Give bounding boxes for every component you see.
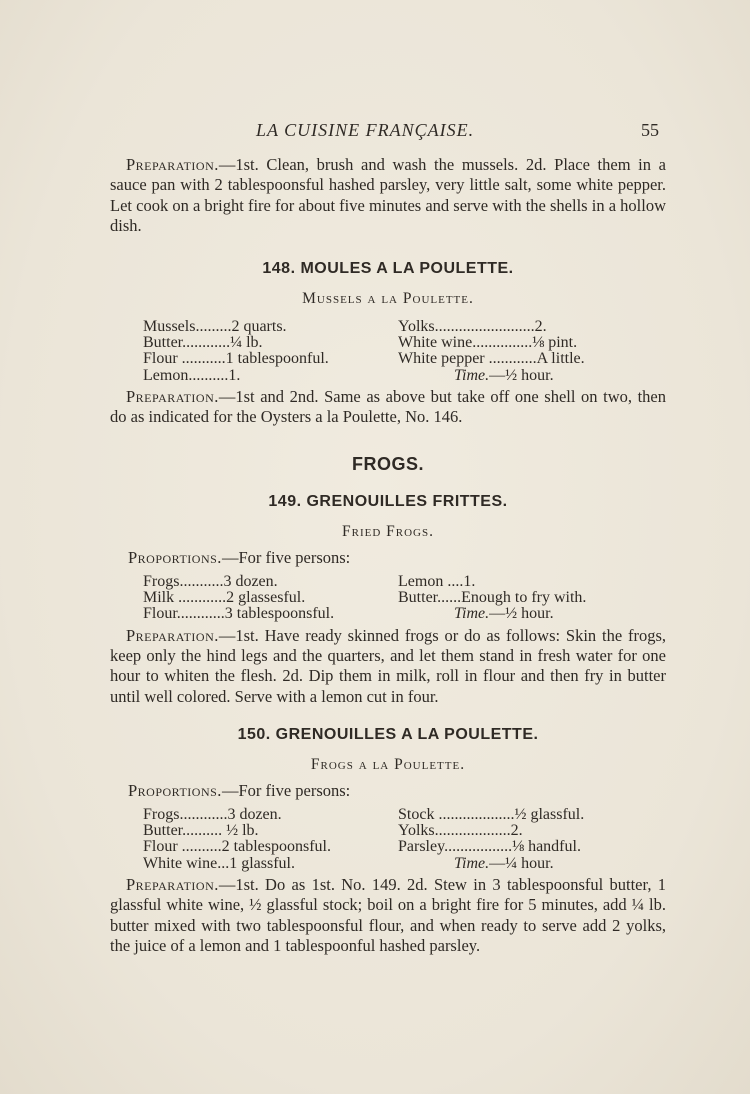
ingredient-item: Butter............¼ lb. [143, 334, 263, 352]
recipe-149-title: 149. GRENOUILLES FRITTES. [268, 492, 508, 510]
ingredient-item: White wine...1 glassful. [143, 854, 295, 872]
time-value: —½ hour. [489, 605, 554, 623]
running-title: LA CUISINE FRANÇAISE. [256, 120, 475, 140]
ingredient-item: Parsley.................⅛ handful. [398, 838, 581, 856]
recipe-150-proportions [128, 781, 666, 801]
ingredient-item: Stock ...................½ glassful. [398, 805, 585, 823]
ingredient-item: Flour............3 tablespoonsful. [143, 605, 335, 623]
preparation-label: Preparation. [126, 386, 219, 406]
ingredient-item: White pepper ............A little. [398, 350, 585, 368]
time-label: Time. [454, 366, 490, 384]
proportions-text: —For five persons: [221, 781, 351, 801]
time-value: —½ hour. [489, 366, 554, 384]
ingredient-item: Butter.......... ½ lb. [143, 822, 259, 840]
recipe-149-ingredients [143, 574, 666, 623]
ingredient-item: Yolks...................2. [398, 822, 523, 840]
recipe-149-subtitle: Fried Frogs. [342, 523, 434, 541]
recipe-148-subtitle: Mussels a la Poulette. [302, 290, 474, 308]
ingredient-item: Flour ..........2 tablespoonsful. [143, 838, 331, 856]
proportions-text: —For five persons: [221, 548, 351, 568]
cooking-time [398, 606, 658, 622]
ingredient-item: Frogs............3 dozen. [143, 805, 282, 823]
recipe-148-preparation [110, 387, 666, 428]
recipe-150-subtitle: Frogs a la Poulette. [310, 756, 466, 774]
preparation-text: —1st. Have ready skinned frogs or do as follows: Skin the frogs, keep only the hind legs and the quarters, and let them stand in fresh water for one hour to whiten the flesh. 2d. Dip them in milk, roll in flour and then fry in butter until well colored. Serve with a lemon cut in four. [110, 625, 666, 706]
preparation-label: Preparation. [126, 155, 219, 174]
preparation-text: —1st and 2nd. Same as above but take off one shell on two, then do as indicated for the Oysters a la Poulette, No. 146. [110, 386, 666, 427]
recipe-150-ingredients [143, 807, 666, 872]
recipe-149-proportions [128, 548, 666, 568]
recipe-150-title: 150. GRENOUILLES A LA POULETTE. [237, 725, 539, 743]
ingredient-item: Milk ............2 glassesful. [143, 589, 306, 607]
page-content [110, 155, 666, 956]
intro-preparation [110, 155, 666, 236]
ingredient-item: Frogs...........3 dozen. [143, 572, 278, 590]
ingredient-item: Lemon..........1. [143, 366, 241, 384]
time-value: —¼ hour. [489, 854, 554, 872]
recipe-150-preparation [110, 875, 666, 956]
ingredient-item: Flour ...........1 tablespoonful. [143, 350, 329, 368]
page-number: 55 [641, 120, 659, 140]
preparation-text: —1st. Clean, brush and wash the mussels. 2d. Place them in a sauce pan with 2 tablespoonsful hashed parsley, very little salt, some white pepper. Let cook on a bright fire for about five minutes and serve with the shells in a hollow dish. [110, 155, 666, 235]
time-label: Time. [454, 605, 490, 623]
preparation-text: —1st. Do as 1st. No. 149. 2d. Stew in 3 tablespoonsful butter, 1 glassful white wine, ½ glassful stock; boil on a bright fire for 5 minutes, add ¼ lb. butter mixed with two tablespoonsful flour, and when ready to serve add 2 yolks, the juice of a lemon and 1 tablespoonful hashed parsley. [110, 874, 666, 955]
proportions-label: Proportions. [128, 548, 222, 568]
time-label: Time. [454, 854, 490, 872]
cooking-time [398, 368, 658, 384]
recipe-149-preparation [110, 626, 666, 707]
page-header [0, 120, 750, 144]
section-title-frogs: FROGS. [351, 453, 424, 474]
ingredient-item: White wine...............⅛ pint. [398, 334, 578, 352]
ingredient-item: Yolks.........................2. [398, 317, 547, 335]
recipe-148-title: 148. MOULES A LA POULETTE. [262, 260, 514, 278]
cooking-time [398, 856, 658, 872]
ingredient-item: Lemon ....1. [398, 572, 476, 590]
preparation-label: Preparation. [126, 874, 219, 894]
proportions-label: Proportions. [128, 781, 222, 801]
preparation-label: Preparation. [126, 625, 219, 645]
ingredient-item: Mussels.........2 quarts. [143, 317, 287, 335]
recipe-148-ingredients [143, 319, 666, 384]
ingredient-item: Butter......Enough to fry with. [398, 589, 587, 607]
